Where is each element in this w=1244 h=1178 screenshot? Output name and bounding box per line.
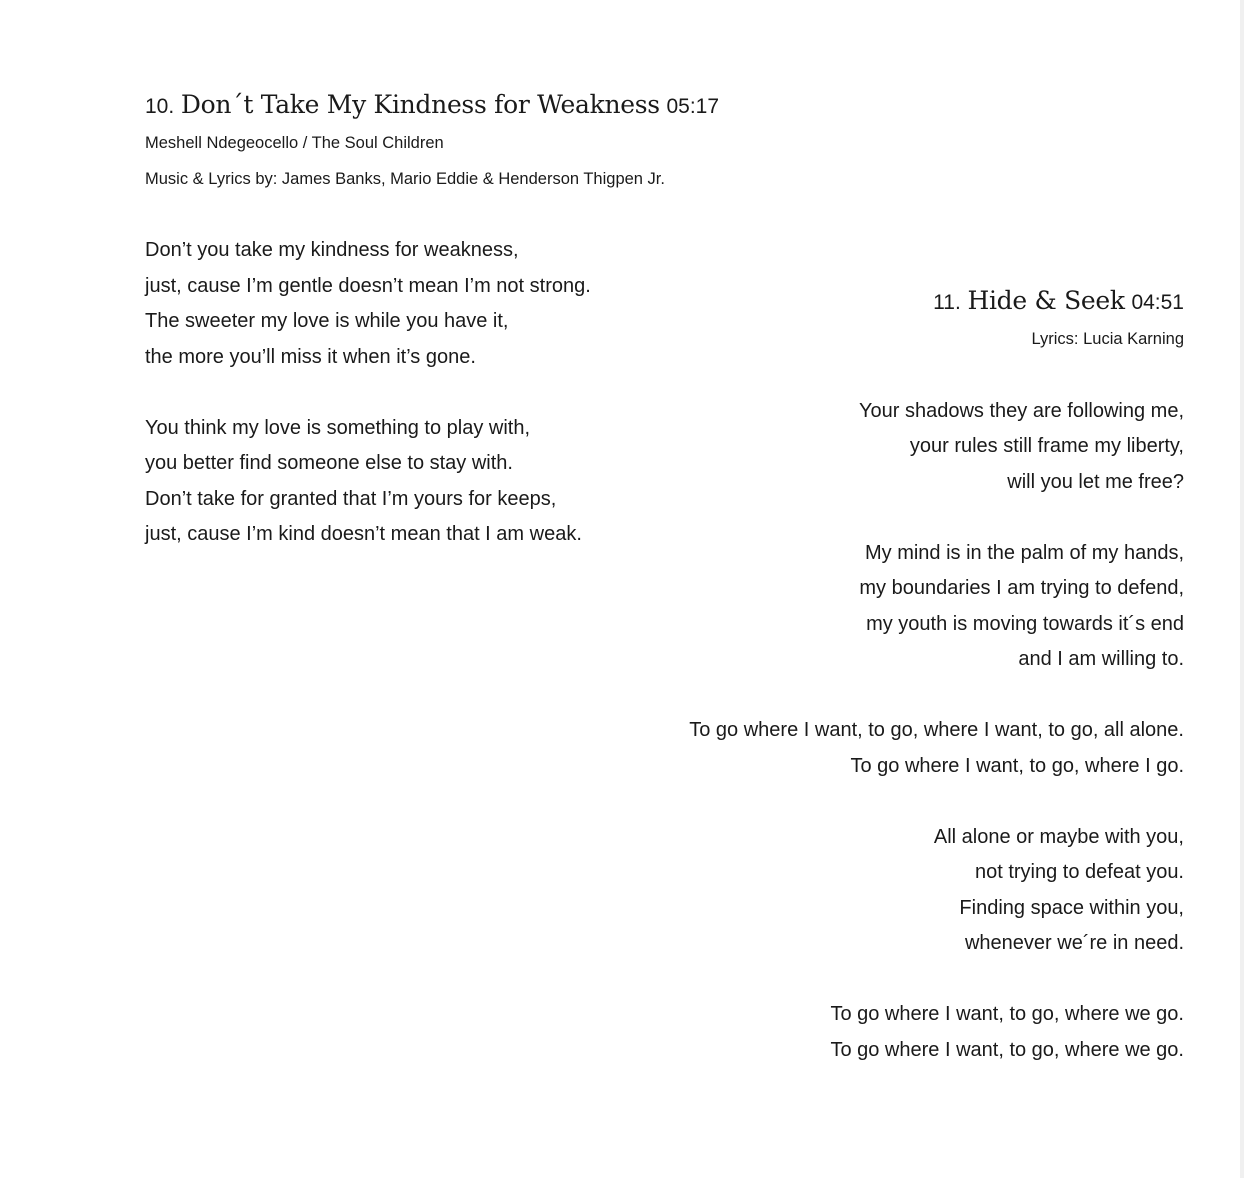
lyric-stanza	[544, 394, 1184, 501]
song-10-duration: 05:17	[666, 95, 720, 118]
lyric-line: The sweeter my love is while you have it,	[145, 310, 509, 332]
lyric-line: To go where I want, to go, where we go.	[830, 1038, 1184, 1061]
lyric-line: my boundaries I am trying to defend,	[859, 577, 1184, 599]
song-11-title-line	[544, 282, 1184, 322]
lyric-line: you better find someone else to stay with.	[145, 452, 513, 474]
lyric-line: and I am willing to.	[1018, 648, 1184, 670]
song-11-title: Hide & Seek	[967, 286, 1125, 315]
lyric-line: the more you’ll miss it when it’s gone.	[145, 345, 476, 368]
lyric-line: whenever we´re in need.	[964, 932, 1184, 954]
lyric-line: To go where I want, to go, where I want, to go, all alone.	[689, 719, 1184, 741]
lyric-line: My mind is in the palm of my hands,	[864, 541, 1184, 564]
lyric-line: not trying to defeat you.	[974, 861, 1184, 883]
lyric-stanza	[544, 713, 1184, 784]
lyric-line: Don’t you take my kindness for weakness,	[145, 239, 519, 261]
lyric-stanza	[544, 820, 1184, 962]
song-11-duration: 04:51	[1131, 291, 1184, 314]
song-10-title-line	[145, 86, 785, 126]
song-10-credits: Music & Lyrics by: James Banks, Mario Eddie & Henderson Thigpen Jr.	[145, 169, 665, 188]
song-11-number: 11.	[933, 291, 961, 314]
lyric-line: Your shadows they are following me,	[859, 399, 1184, 422]
lyric-line: All alone or maybe with you,	[933, 825, 1184, 848]
lyric-line: just, cause I’m gentle doesn’t mean I’m not strong.	[145, 274, 591, 297]
lyric-stanza	[544, 536, 1184, 678]
song-10-artist: Meshell Ndegeocello / The Soul Children	[145, 134, 444, 152]
song-11-credits: Lyrics: Lucia Karning	[1031, 330, 1184, 348]
page-edge	[1240, 0, 1244, 1178]
lyric-line: To go where I want, to go, where we go.	[830, 1003, 1184, 1025]
lyric-line: Finding space within you,	[959, 896, 1184, 919]
lyric-line: will you let me free?	[1007, 470, 1184, 493]
song-10-title: Don´t Take My Kindness for Weakness	[180, 90, 660, 119]
lyric-line: your rules still frame my liberty,	[909, 435, 1184, 457]
song-11-lyrics	[544, 394, 1184, 1069]
lyric-line: You think my love is something to play with,	[145, 416, 531, 439]
lyric-line: just, cause I’m kind doesn’t mean that I am weak.	[145, 523, 582, 545]
lyric-line: Don’t take for granted that I’m yours for keeps,	[145, 487, 557, 510]
song-11	[544, 282, 1184, 1104]
lyric-line: To go where I want, to go, where I go.	[850, 754, 1184, 777]
lyric-line: my youth is moving towards it´s end	[866, 612, 1184, 635]
song-10-number: 10.	[145, 95, 175, 118]
lyric-stanza	[544, 997, 1184, 1068]
